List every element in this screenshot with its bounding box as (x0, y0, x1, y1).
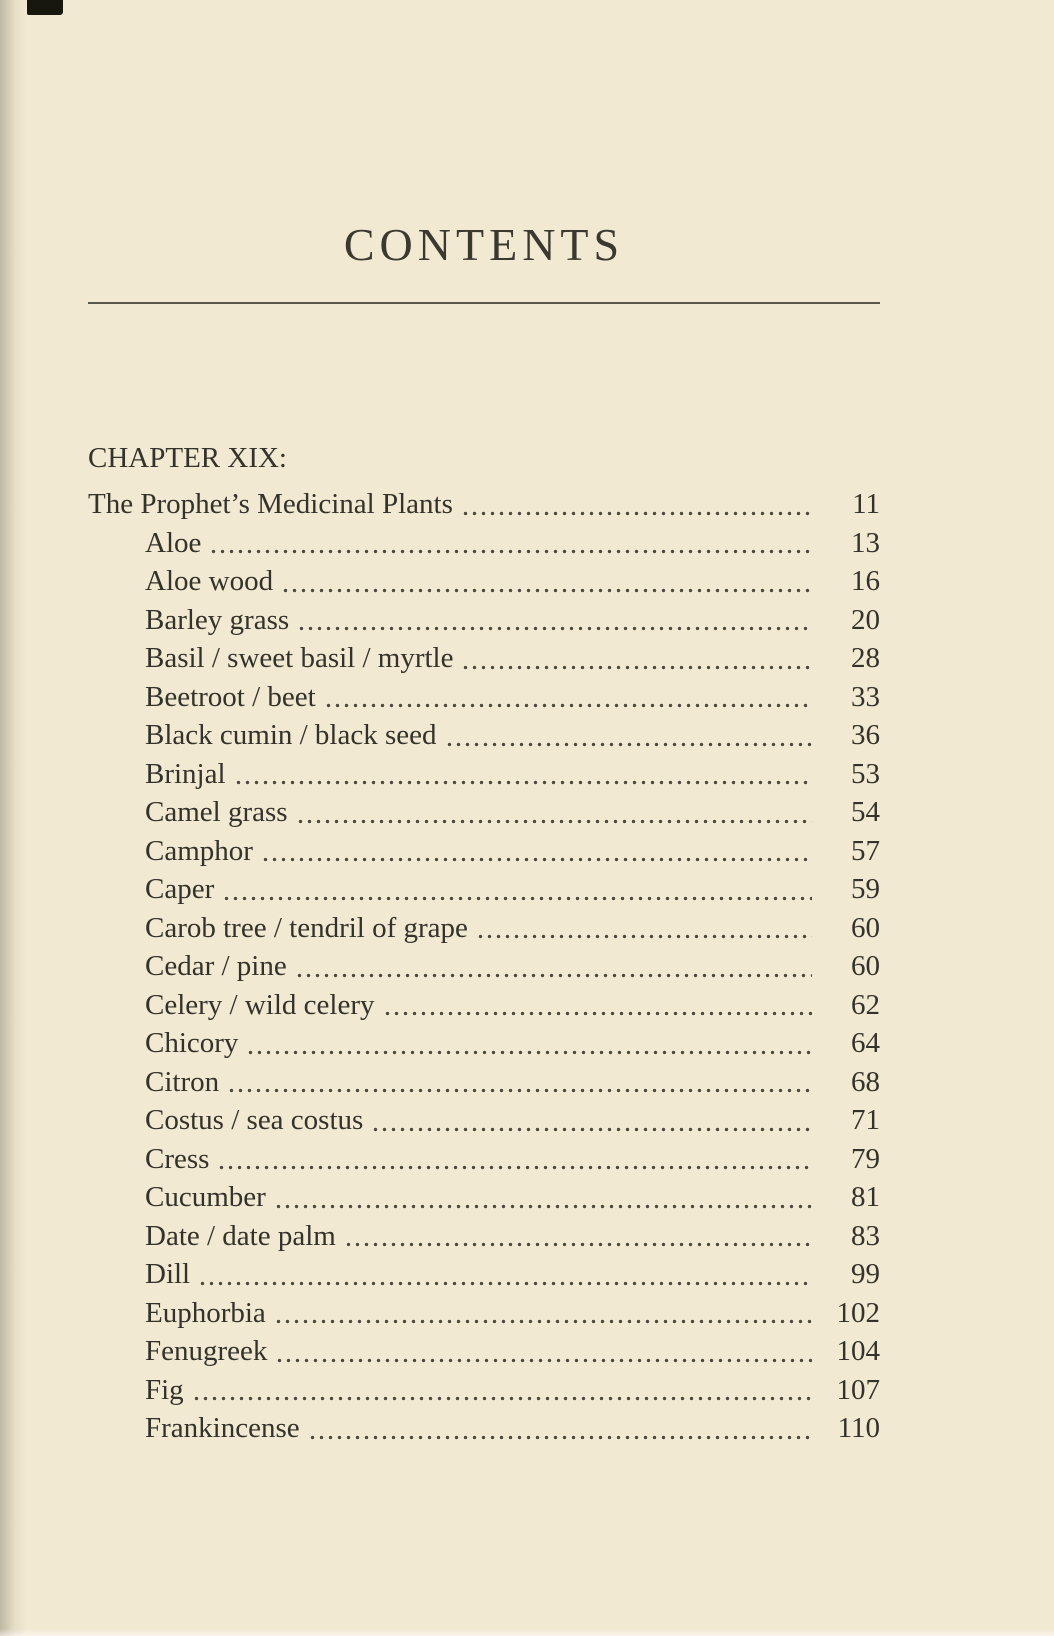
toc-entry (88, 1024, 880, 1063)
toc-entry (88, 601, 880, 640)
toc-entry (88, 755, 880, 794)
dotted-leader (234, 766, 812, 794)
toc-entry-label: Costus / sea costus (145, 1104, 364, 1137)
toc-entry-page: 57 (851, 834, 880, 867)
toc-entry-page: 62 (851, 988, 880, 1021)
dotted-leader (222, 881, 812, 909)
dotted-leader (461, 496, 812, 524)
toc-entry-label: Dill (145, 1258, 191, 1291)
toc-entry-label: Camel grass (145, 796, 288, 829)
dotted-leader (295, 958, 812, 986)
toc-entry (88, 1140, 880, 1179)
toc-entry (88, 485, 880, 524)
toc-entry-page: 81 (851, 1181, 880, 1214)
dotted-leader (261, 843, 812, 871)
toc-entry (88, 947, 880, 986)
toc-entry (88, 678, 880, 717)
dotted-leader (281, 573, 812, 601)
toc-entry (88, 909, 880, 948)
toc-entry-label: Celery / wild celery (145, 988, 375, 1021)
toc-entry (88, 1063, 880, 1102)
toc-entry-page: 16 (851, 565, 880, 598)
toc-entry-label: Camphor (145, 834, 253, 867)
toc-entry-page: 36 (851, 719, 880, 752)
dotted-leader (308, 1420, 812, 1448)
chapter-heading: CHAPTER XIX: (88, 441, 287, 474)
toc-entry-label: Date / date palm (145, 1219, 336, 1252)
toc-entry-page: 13 (851, 526, 880, 559)
toc-entry-label: Aloe (145, 526, 202, 559)
dotted-leader (324, 689, 812, 717)
toc-entry-label: Caper (145, 873, 215, 906)
toc-entry-label: Euphorbia (145, 1296, 266, 1329)
dotted-leader (192, 1382, 812, 1410)
toc-entry-page: 33 (851, 680, 880, 713)
toc-entry-page: 104 (836, 1335, 880, 1368)
toc-entry-label: Aloe wood (145, 565, 274, 598)
toc-entry-label: Cedar / pine (145, 950, 287, 983)
divider-rule (88, 302, 880, 304)
toc-entry-label: Brinjal (145, 757, 226, 790)
toc-entry-page: 60 (851, 950, 880, 983)
toc-entry-label: The Prophet’s Medicinal Plants (88, 488, 453, 521)
toc-entry (88, 1217, 880, 1256)
dotted-leader (274, 1189, 812, 1217)
toc-entry-label: Beetroot / beet (145, 680, 316, 713)
toc-entry-page: 110 (837, 1412, 880, 1445)
toc-entry (88, 1371, 880, 1410)
toc-entry-page: 59 (851, 873, 880, 906)
toc-entry-label: Frankincense (145, 1412, 300, 1445)
toc-entry-label: Fenugreek (145, 1335, 268, 1368)
dotted-leader (476, 920, 812, 948)
contents-title: CONTENTS (343, 219, 625, 270)
toc-entry-page: 64 (851, 1027, 880, 1060)
dotted-leader (371, 1112, 812, 1140)
toc-entry-page: 68 (851, 1065, 880, 1098)
scan-bottom-edge (0, 1629, 1054, 1636)
dotted-leader (198, 1266, 812, 1294)
toc-entry (88, 793, 880, 832)
toc-entry-page: 79 (851, 1142, 880, 1175)
toc-entry (88, 1101, 880, 1140)
dotted-leader (297, 612, 812, 640)
toc-entry-page: 71 (851, 1104, 880, 1137)
toc-entry-label: Fig (145, 1373, 184, 1406)
dotted-leader (275, 1343, 812, 1371)
dotted-leader (217, 1151, 812, 1179)
toc-entry-page: 54 (851, 796, 880, 829)
page-content (88, 0, 880, 1448)
toc-entry-page: 53 (851, 757, 880, 790)
dotted-leader (344, 1228, 812, 1256)
toc-entry (88, 832, 880, 871)
toc-entry-page: 28 (851, 642, 880, 675)
dotted-leader (445, 727, 812, 755)
toc-entry (88, 1294, 880, 1333)
toc-entry-page: 99 (851, 1258, 880, 1291)
toc-entry-label: Barley grass (145, 603, 290, 636)
dotted-leader (461, 650, 812, 678)
toc-list (88, 485, 880, 1448)
toc-entry (88, 1332, 880, 1371)
toc-entry-label: Carob tree / tendril of grape (145, 911, 468, 944)
toc-entry-page: 83 (851, 1219, 880, 1252)
toc-entry (88, 1409, 880, 1448)
toc-entry (88, 524, 880, 563)
toc-entry (88, 1178, 880, 1217)
toc-entry (88, 716, 880, 755)
toc-entry-label: Cucumber (145, 1181, 266, 1214)
toc-entry (88, 639, 880, 678)
toc-entry (88, 562, 880, 601)
scan-artifact-mark (27, 0, 63, 15)
toc-entry-label: Basil / sweet basil / myrtle (145, 642, 454, 675)
toc-entry-page: 20 (851, 603, 880, 636)
toc-entry-page: 102 (836, 1296, 880, 1329)
dotted-leader (383, 997, 813, 1025)
scan-gutter-shading (0, 0, 26, 1636)
toc-entry-page: 60 (851, 911, 880, 944)
dotted-leader (296, 804, 812, 832)
toc-entry-label: Chicory (145, 1027, 239, 1060)
toc-entry-label: Cress (145, 1142, 210, 1175)
toc-entry-page: 11 (852, 488, 880, 521)
toc-entry-label: Citron (145, 1065, 220, 1098)
dotted-leader (274, 1305, 812, 1333)
toc-entry-page: 107 (836, 1373, 880, 1406)
toc-entry-label: Black cumin / black seed (145, 719, 437, 752)
toc-entry (88, 986, 880, 1025)
dotted-leader (227, 1074, 812, 1102)
toc-entry (88, 1255, 880, 1294)
toc-entry (88, 870, 880, 909)
dotted-leader (246, 1035, 812, 1063)
dotted-leader (209, 535, 812, 563)
